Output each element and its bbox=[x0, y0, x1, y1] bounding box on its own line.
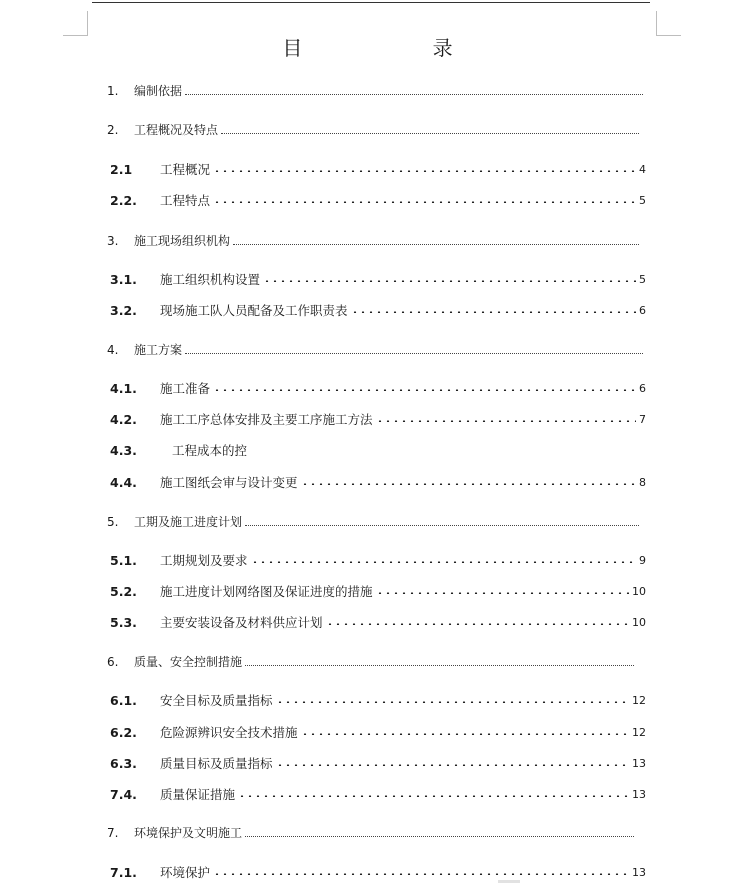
toc-dot-leader bbox=[376, 592, 629, 594]
toc-page-number: 8 bbox=[639, 475, 646, 489]
toc-entry-title: 质量、安全控制措施 bbox=[134, 655, 243, 669]
toc-dot-leader bbox=[251, 561, 636, 563]
toc-entry-number: 6.2. bbox=[110, 724, 137, 740]
toc-entry[interactable] bbox=[110, 551, 646, 569]
toc-entry-title: 工期规划及要求 bbox=[160, 553, 248, 568]
toc-entry-number: 4.1. bbox=[110, 380, 137, 396]
toc-page-number: 12 bbox=[632, 725, 646, 739]
page-top-border bbox=[92, 2, 650, 3]
toc-dot-leader bbox=[326, 623, 629, 625]
toc-entry[interactable] bbox=[110, 473, 646, 491]
toc-dot-leader bbox=[185, 94, 643, 95]
toc-entry[interactable] bbox=[107, 824, 637, 841]
toc-dot-leader bbox=[185, 353, 643, 354]
toc-dot-leader bbox=[233, 244, 639, 245]
toc-dot-leader bbox=[263, 280, 636, 282]
toc-entry-number: 3. bbox=[107, 233, 119, 248]
toc-page-number: 6 bbox=[639, 303, 646, 317]
toc-entry-title: 危险源辨识安全技术措施 bbox=[160, 725, 298, 740]
toc-entry[interactable] bbox=[110, 613, 646, 631]
toc-entry[interactable] bbox=[110, 691, 646, 709]
toc-entry-title: 现场施工队人员配备及工作职责表 bbox=[160, 303, 348, 318]
toc-entry-number: 4. bbox=[107, 342, 119, 357]
toc-dot-leader bbox=[245, 836, 634, 837]
toc-entry-number: 5.1. bbox=[110, 552, 137, 568]
toc-entry-title: 工程成本的控 bbox=[172, 443, 248, 458]
toc-entry-title: 工程概况 bbox=[160, 162, 211, 177]
toc-entry-title: 施工准备 bbox=[160, 381, 211, 396]
toc-page-number: 7 bbox=[639, 412, 646, 426]
toc-page-number: 10 bbox=[632, 615, 646, 629]
toc-entry-title: 施工方案 bbox=[134, 343, 183, 357]
toc-entry[interactable] bbox=[110, 754, 646, 772]
toc-entry[interactable] bbox=[110, 582, 646, 600]
toc-entry[interactable] bbox=[110, 441, 646, 459]
toc-entry-number: 2.2. bbox=[110, 192, 137, 208]
toc-dot-leader bbox=[238, 795, 629, 797]
toc-page-number: 5 bbox=[639, 272, 646, 286]
toc-entry-number: 6. bbox=[107, 654, 119, 669]
toc-entry-title: 工期及施工进度计划 bbox=[134, 515, 243, 529]
toc-entry-title: 工程特点 bbox=[160, 193, 211, 208]
toc-entry[interactable] bbox=[107, 121, 642, 138]
toc-entry[interactable] bbox=[110, 301, 646, 319]
toc-entry[interactable] bbox=[107, 653, 637, 670]
toc-entry-number: 1. bbox=[107, 83, 119, 98]
toc-entry-title: 环境保护及文明施工 bbox=[134, 826, 243, 840]
toc-entry-title: 工程概况及特点 bbox=[134, 123, 219, 137]
toc-entry-number: 6.1. bbox=[110, 692, 137, 708]
toc-dot-leader bbox=[221, 133, 639, 134]
toc-page-number: 5 bbox=[639, 193, 646, 207]
toc-entry-title: 主要安装设备及材料供应计划 bbox=[160, 615, 323, 630]
toc-entry-title: 施工工序总体安排及主要工序施工方法 bbox=[160, 412, 373, 427]
toc-entry-title: 质量保证措施 bbox=[160, 787, 236, 802]
toc-entry[interactable] bbox=[110, 191, 646, 209]
toc-entry-title: 施工图纸会审与设计变更 bbox=[160, 475, 298, 490]
toc-dot-leader bbox=[301, 483, 636, 485]
toc-entry-number: 5.3. bbox=[110, 614, 137, 630]
toc-entry[interactable] bbox=[110, 379, 646, 397]
toc-dot-leader bbox=[376, 420, 636, 422]
toc-entry-number: 3.2. bbox=[110, 302, 137, 318]
toc-entry[interactable] bbox=[107, 232, 642, 249]
toc-dot-leader bbox=[276, 701, 629, 703]
toc-entry[interactable] bbox=[110, 723, 646, 741]
toc-entry-number: 7.1. bbox=[110, 864, 137, 880]
toc-entry-number: 4.4. bbox=[110, 474, 137, 490]
toc-entry-number: 6.3. bbox=[110, 755, 137, 771]
toc-dot-leader bbox=[351, 311, 636, 313]
toc-entry[interactable] bbox=[110, 410, 646, 428]
toc-entry-number: 2. bbox=[107, 122, 119, 137]
toc-entry-title: 施工进度计划网络图及保证进度的措施 bbox=[160, 584, 373, 599]
toc-entry[interactable] bbox=[110, 863, 646, 881]
toc-entry-title: 施工组织机构设置 bbox=[160, 272, 261, 287]
toc-entry-number: 5.2. bbox=[110, 583, 137, 599]
toc-dot-leader bbox=[213, 170, 636, 172]
toc-page-number: 13 bbox=[632, 756, 646, 770]
toc-entry[interactable] bbox=[107, 341, 646, 358]
toc-page-number: 10 bbox=[632, 584, 646, 598]
toc-entry-number: 5. bbox=[107, 514, 119, 529]
toc-entry-title: 质量目标及质量指标 bbox=[160, 756, 273, 771]
toc-entry-title: 编制依据 bbox=[134, 84, 183, 98]
toc-page-number: 12 bbox=[632, 693, 646, 707]
toc-dot-leader bbox=[276, 764, 629, 766]
toc-entry-number: 7.4. bbox=[110, 786, 137, 802]
toc-entry[interactable] bbox=[110, 785, 646, 803]
toc-entry-number: 7. bbox=[107, 825, 119, 840]
toc-dot-leader bbox=[301, 733, 629, 735]
toc-page-number: 13 bbox=[632, 865, 646, 879]
toc-entry[interactable] bbox=[110, 160, 646, 178]
toc-dot-leader bbox=[213, 873, 629, 875]
toc-entry-number: 3.1. bbox=[110, 271, 137, 287]
toc-entry[interactable] bbox=[110, 270, 646, 288]
toc-entry-number: 2.1 bbox=[110, 161, 133, 177]
toc-page-number: 9 bbox=[639, 553, 646, 567]
toc-dot-leader bbox=[213, 201, 636, 203]
toc-page-number: 4 bbox=[639, 162, 646, 176]
toc-entry-title: 安全目标及质量指标 bbox=[160, 693, 273, 708]
toc-page-number: 13 bbox=[632, 787, 646, 801]
document-title: 目 录 bbox=[282, 36, 515, 60]
toc-entry[interactable] bbox=[107, 82, 646, 99]
toc-entry-number: 4.3. bbox=[110, 442, 137, 458]
toc-dot-leader bbox=[245, 665, 634, 666]
toc-page-number: 6 bbox=[639, 381, 646, 395]
toc-entry[interactable] bbox=[107, 513, 642, 530]
toc-entry-title: 环境保护 bbox=[160, 865, 211, 880]
toc-entry-number: 4.2. bbox=[110, 411, 137, 427]
toc-dot-leader bbox=[213, 389, 636, 391]
toc-entry-title: 施工现场组织机构 bbox=[134, 234, 231, 248]
toc-dot-leader bbox=[245, 525, 639, 526]
